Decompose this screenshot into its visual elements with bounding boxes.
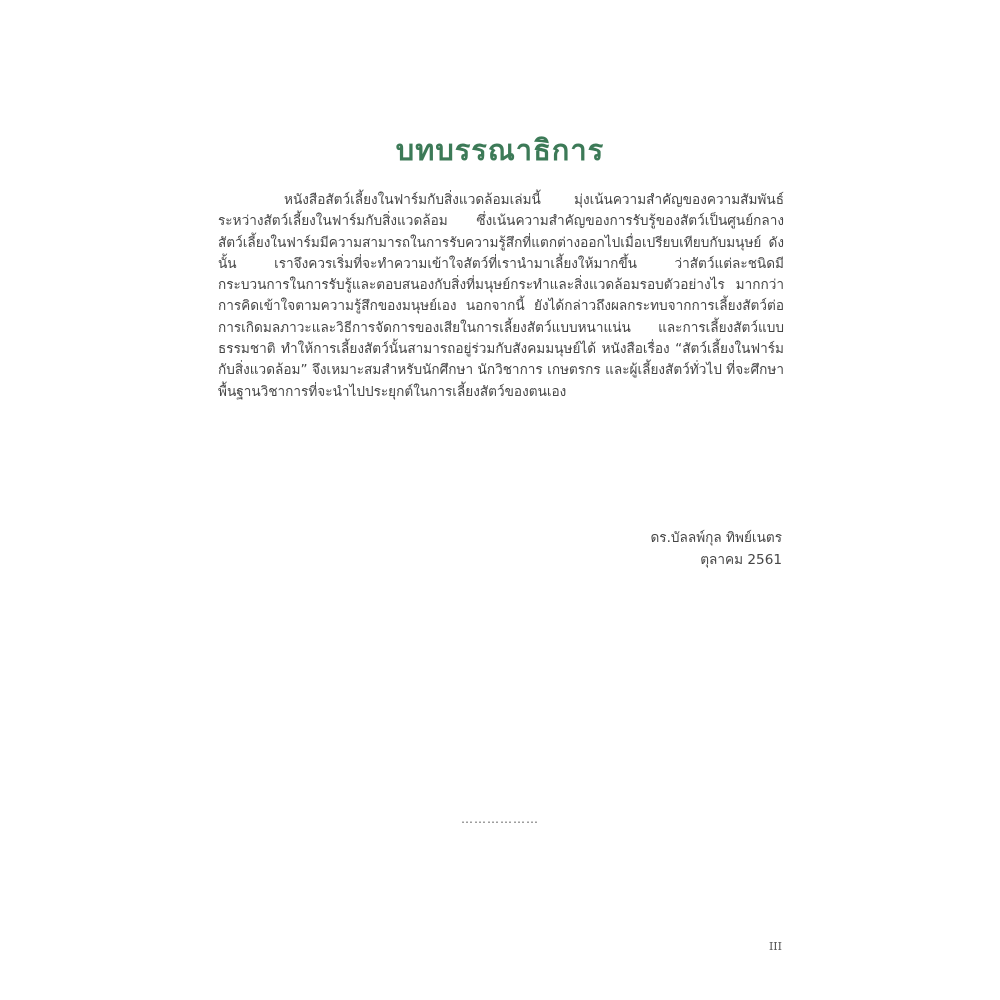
signature-block — [650, 527, 782, 571]
dotted-separator: ……………… — [461, 812, 539, 826]
editorial-paragraph: หนังสือสัตว์เลี้ยงในฟาร์มกับสิ่งแวดล้อมเล่มนี้ มุ่งเน้นความสำคัญของความสัมพันธ์ระหว่างสัตว์เลี้ยงในฟาร์มกับสิ่งแวดล้อม ซึ่งเน้นความสำคัญของการรับรู้ของสัตว์เป็นศูนย์กลาง สัตว์เลี้ยงในฟาร์มมีความสามารถในการรับความรู้สึกที่แตกต่างออกไปเมื่อเปรียบเทียบกับมนุษย์ ดังนั้น เราจึงควรเริ่มที่จะทำความเข้าใจสัตว์ที่เรานำมาเลี้ยงให้มากขึ้น ว่าสัตว์แต่ละชนิดมีกระบวนการในการรับรู้และตอบสนองกับสิ่งที่มนุษย์กระทำและสิ่งแวดล้อมรอบตัวอย่างไร มากกว่าการคิดเข้าใจตามความรู้สึกของมนุษย์เอง นอกจากนี้ ยังได้กล่าวถึงผลกระทบจากการเลี้ยงสัตว์ต่อการเกิดมลภาวะและวิธีการจัดการของเสียในการเลี้ยงสัตว์แบบหนาแน่น และการเลี้ยงสัตว์แบบธรรมชาติ ทำให้การเลี้ยงสัตว์นั้นสามารถอยู่ร่วมกับสังคมมนุษย์ได้ หนังสือเรื่อง “สัตว์เลี้ยงในฟาร์มกับสิ่งแวดล้อม” จึงเหมาะสมสำหรับนักศึกษา นักวิชาการ เกษตรกร และผู้เลี้ยงสัตว์ทั่วไป ที่จะศึกษาพื้นฐานวิชาการที่จะนำไปประยุกต์ในการเลี้ยงสัตว์ของตนเอง — [218, 192, 784, 400]
page-title: บทบรรณาธิการ — [395, 133, 605, 168]
page-number: III — [768, 940, 782, 953]
signature-name: ดร.บัลลพ์กุล ทิพย์เนตร — [650, 530, 782, 546]
signature-date: ตุลาคม 2561 — [700, 552, 782, 568]
